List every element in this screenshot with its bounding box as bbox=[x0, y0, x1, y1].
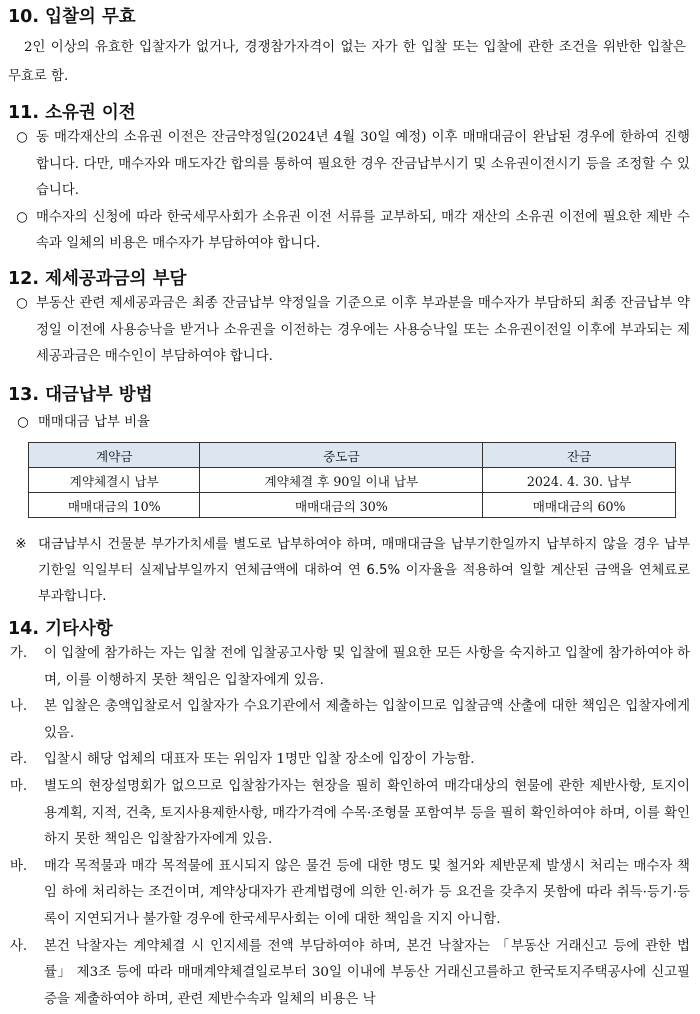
late-fee-note-text: 대금납부시 건물분 부가가치세를 별도로 납부하여야 하며, 매매대금을 납부기한일까지 납부하지 않을 경우 납부기한일 익일부터 실제납부일까지 연체금액에 대하여 연 6.5% 이자율을 적용하여 일할 계산된 금액을 연체료로 부과합니다. bbox=[38, 537, 690, 604]
table-header-row bbox=[29, 443, 676, 468]
table-cell: 계약체결 후 90일 이내 납부 bbox=[200, 468, 483, 493]
item-marker: 사. bbox=[10, 938, 28, 954]
item-marker: 나. bbox=[10, 699, 28, 715]
section-14-title: 14. 기타사항 bbox=[8, 619, 113, 639]
item-marker: 바. bbox=[10, 858, 28, 874]
payment-table bbox=[28, 442, 676, 518]
section-14-item bbox=[8, 934, 690, 1014]
section-14-item bbox=[8, 641, 690, 694]
circle-bullet-icon: ○ bbox=[16, 296, 28, 311]
payment-ratio-text: 매매대금 납부 비율 bbox=[38, 415, 150, 430]
table-header-cell: 계약금 bbox=[29, 443, 200, 468]
section-14-item bbox=[8, 774, 690, 854]
circle-bullet-icon: ○ bbox=[16, 130, 28, 145]
table-cell: 계약체결시 납부 bbox=[29, 468, 200, 493]
section-14-item bbox=[8, 854, 690, 934]
reference-mark-icon: ※ bbox=[15, 537, 27, 552]
section-14-item bbox=[8, 694, 690, 747]
item-marker: 마. bbox=[10, 778, 28, 794]
section-14-item-text: 입찰시 해당 업체의 대표자 또는 위임자 1명만 입찰 장소에 입장이 가능함. bbox=[44, 752, 475, 768]
section-14-item-text: 본건 낙찰자는 계약체결 시 인지세를 전액 부담하여야 하며, 본건 낙찰자는 「부동산 거래신고 등에 관한 법률」 제3조 등에 따라 매매계약체결일로부터 30일 이내에 부동산 거래신고를하고 한국토지주택공사에 신고필증을 제출하여야 하며, 관련 제반수속과 일체의 비용은 낙 bbox=[44, 938, 690, 1007]
item-marker: 가. bbox=[10, 646, 28, 661]
section-12-title: 12. 제세공과금의 부담 bbox=[8, 269, 187, 289]
table-header-cell: 잔금 bbox=[483, 443, 676, 468]
section-12-item-text: 부동산 관련 제세공과금은 최종 잔금납부 약정일을 기준으로 이후 부과분을 매수자가 부담하되 최종 잔금납부 약정일 이전에 사용승낙을 받거나 소유권을 이전하는 경우에는 사용승낙일 또는 소유권이전일 이후에 부과되는 제세공과금은 매수인이 부담하여야 합니다. bbox=[36, 296, 690, 365]
table-row bbox=[29, 468, 676, 493]
section-10-body: 2인 이상의 유효한 입찰자가 없거나, 경쟁참가자격이 없는 자가 한 입찰 또는 입찰에 관한 조건을 위반한 입찰은 무효로 함. bbox=[8, 40, 686, 84]
table-header-cell: 중도금 bbox=[200, 443, 483, 468]
table-cell: 2024. 4. 30. 납부 bbox=[483, 468, 676, 493]
item-marker: 라. bbox=[10, 752, 28, 768]
section-11-item bbox=[8, 205, 690, 258]
section-11-list bbox=[8, 125, 690, 258]
table-row bbox=[29, 493, 676, 518]
section-13-title: 13. 대금납부 방법 bbox=[8, 385, 153, 405]
section-14-item-text: 매각 목적물과 매각 목적물에 표시되지 않은 물건 등에 대한 명도 및 철거와 제반문제 발생시 처리는 매수자 책임 하에 처리하는 조건이며, 계약상대자가 관계법령에 의한 인·허가 등 요건을 갖추지 못함에 따라 취득·등기·등록이 지연되거나 불가할 경우에 한국세무사회는 이에 대한 책임을 지지 아니함. bbox=[44, 858, 690, 927]
section-14-item-text: 이 입찰에 참가하는 자는 입찰 전에 입찰공고사항 및 입찰에 필요한 모든 사항을 숙지하고 입찰에 참가하여야 하며, 이를 이행하지 못한 책임은 입찰자에게 있음. bbox=[44, 646, 690, 688]
section-14-item-text: 본 입찰은 총액입찰로서 입찰자가 수요기관에서 제출하는 입찰이므로 입찰금액 산출에 대한 책임은 입찰자에게 있음. bbox=[44, 699, 690, 741]
section-12-list bbox=[8, 291, 690, 371]
section-11-item-text: 매수자의 신청에 따라 한국세무사회가 소유권 이전 서류를 교부하되, 매각 재산의 소유권 이전에 필요한 제반 수속과 일체의 비용은 매수자가 부담하여야 합니다. bbox=[36, 209, 690, 252]
section-14-item bbox=[8, 747, 690, 774]
table-cell: 매매대금의 60% bbox=[483, 493, 676, 518]
late-fee-note bbox=[4, 532, 690, 609]
section-14-list bbox=[8, 641, 690, 1013]
section-11-item-text: 동 매각재산의 소유권 이전은 잔금약정일(2024년 4월 30일 예정) 이후 매매대금이 완납된 경우에 한하여 진행합니다. 다만, 매수자와 매도자간 합의를 통하여 필요한 경우 잔금납부시기 및 소유권이전시기 등을 조정할 수 있습니다. bbox=[36, 130, 690, 199]
section-12-item bbox=[8, 291, 690, 371]
small-circle-bullet-icon: ○ bbox=[17, 415, 29, 430]
table-cell: 매매대금의 30% bbox=[200, 493, 483, 518]
section-11-title: 11. 소유권 이전 bbox=[8, 103, 136, 123]
section-10-title: 10. 입찰의 무효 bbox=[8, 7, 136, 27]
payment-ratio-label bbox=[8, 410, 150, 436]
circle-bullet-icon: ○ bbox=[16, 209, 28, 225]
section-11-item bbox=[8, 125, 690, 205]
section-14-item-text: 별도의 현장설명회가 없으므로 입찰참가자는 현장을 필히 확인하여 매각대상의 현물에 관한 제반사항, 토지이용계획, 지적, 건축, 토지사용제한사항, 매각가격에 수목·조형물 포함여부 등을 필히 확인하여야 하며, 이를 확인하지 못한 책임은 입찰참가자에게 있음. bbox=[44, 778, 690, 848]
table-cell: 매매대금의 10% bbox=[29, 493, 200, 518]
